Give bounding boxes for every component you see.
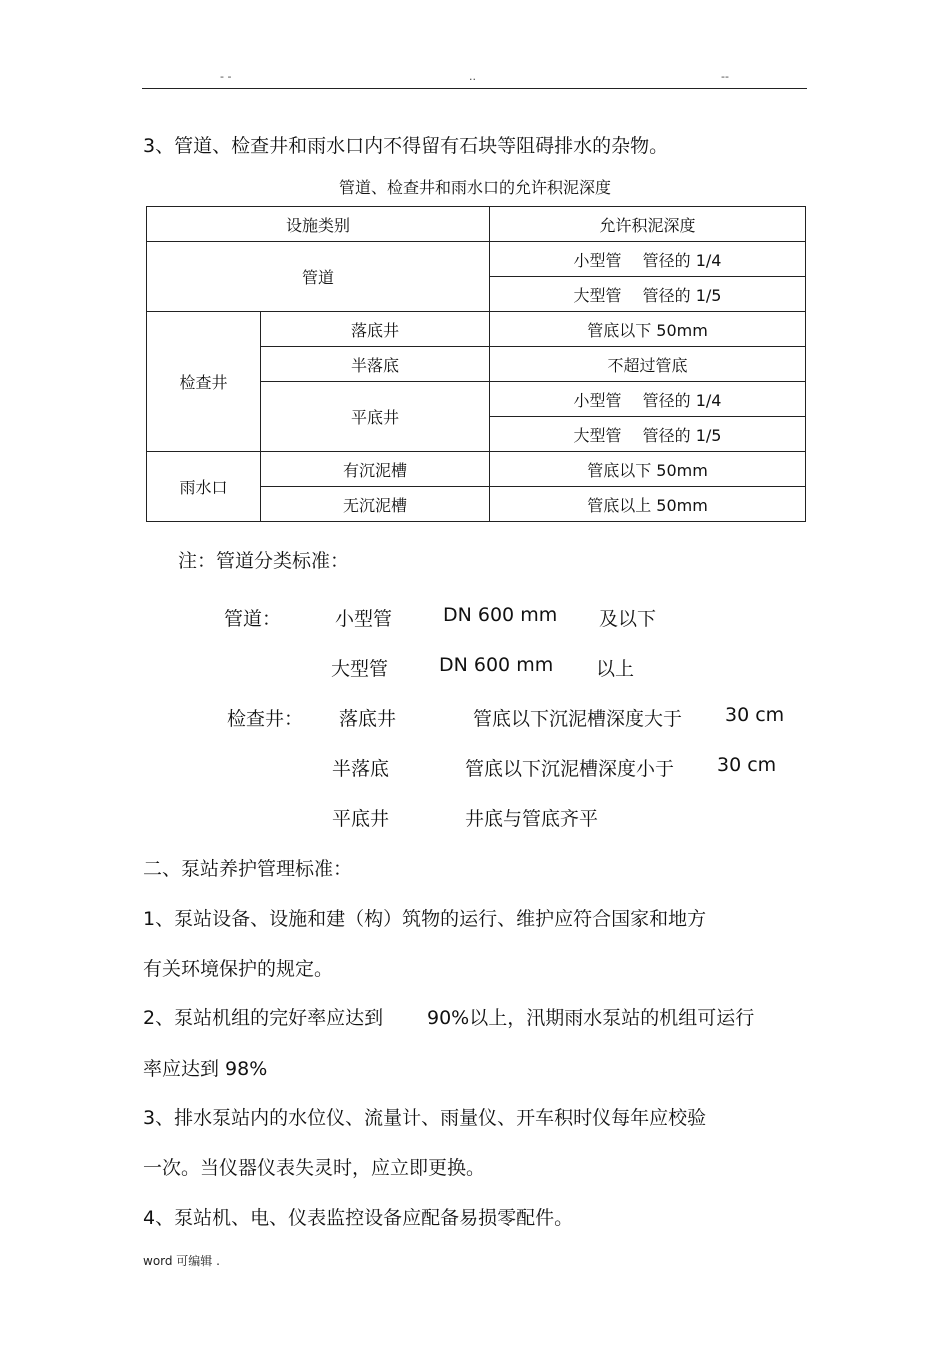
- inlet-without-label: 无沉泥槽: [261, 487, 490, 522]
- table-header-row: [147, 207, 806, 242]
- well-flat-label: 平底井: [261, 382, 490, 452]
- well-label: 检查井: [147, 312, 261, 452]
- item-2-line-2: 率应达到 98%: [143, 1058, 268, 1080]
- pipe-small-value: 小型管 管径的 1/4: [490, 242, 806, 277]
- note-drop-desc: 管底以下沉泥槽深度大于: [473, 708, 683, 730]
- note-half-desc: 管底以下沉泥槽深度小于: [465, 758, 675, 780]
- note-pipe-label: 管道：: [224, 608, 282, 630]
- footer-note: word 可编辑 .: [143, 1254, 220, 1268]
- note-large-name: 大型管: [331, 658, 389, 680]
- inlet-without-value: 管底以上 50mm: [490, 487, 806, 522]
- note-flat-desc: 井底与管底齐平: [465, 808, 599, 830]
- inlet-with-label: 有沉泥槽: [261, 452, 490, 487]
- header-center-mark: ..: [469, 70, 476, 83]
- note-well-label: 检查井：: [227, 708, 304, 730]
- note-title: 注：管道分类标准：: [178, 550, 350, 572]
- note-large-dn: DN 600 mm: [439, 654, 554, 676]
- note-half-value: 30 cm: [717, 754, 777, 776]
- table-row: [147, 452, 806, 487]
- well-drop-label: 落底井: [261, 312, 490, 347]
- note-flat-name: 平底井: [332, 808, 390, 830]
- header-facility-type: 设施类别: [147, 207, 490, 242]
- item-1-line-2: 有关环境保护的规定。: [143, 958, 334, 980]
- item-2-line-1b: 90%以上，汛期雨水泵站的机组可运行: [427, 1007, 755, 1029]
- inlet-with-value: 管底以下 50mm: [490, 452, 806, 487]
- sludge-depth-table: [146, 206, 806, 522]
- inlet-label: 雨水口: [147, 452, 261, 522]
- note-small-dn: DN 600 mm: [443, 604, 558, 626]
- note-large-range: 以上: [596, 658, 635, 680]
- pipe-large-value: 大型管 管径的 1/5: [490, 277, 806, 312]
- item-4-line-1: 4、泵站机、电、仪表监控设备应配备易损零配件。: [143, 1207, 574, 1229]
- item-3-line-1: 3、排水泵站内的水位仪、流量计、雨量仪、开车积时仪每年应校验: [143, 1107, 707, 1129]
- table-row: [147, 312, 806, 347]
- note-drop-name: 落底井: [339, 708, 397, 730]
- well-half-value: 不超过管底: [490, 347, 806, 382]
- header-right-mark: --: [721, 70, 729, 83]
- paragraph-item-3: 3、管道、检查井和雨水口内不得留有石块等阻碍排水的杂物。: [143, 135, 669, 157]
- note-half-name: 半落底: [332, 758, 390, 780]
- header-allowed-depth: 允许积泥深度: [490, 207, 806, 242]
- note-small-name: 小型管: [335, 608, 393, 630]
- item-1-line-1: 1、泵站设备、设施和建（构）筑物的运行、维护应符合国家和地方: [143, 908, 707, 930]
- item-3-line-2: 一次。当仪器仪表失灵时，应立即更换。: [143, 1157, 486, 1179]
- pipe-label: 管道: [147, 242, 490, 312]
- table-caption: 管道、检查井和雨水口的允许积泥深度: [338, 178, 611, 197]
- section-2-title: 二、泵站养护管理标准：: [143, 858, 353, 880]
- well-half-label: 半落底: [261, 347, 490, 382]
- table-row: [147, 242, 806, 277]
- item-2-line-1a: 2、泵站机组的完好率应达到: [143, 1007, 384, 1029]
- note-drop-value: 30 cm: [725, 704, 785, 726]
- well-flat-large-value: 大型管 管径的 1/5: [490, 417, 806, 452]
- header-left-mark: - -: [220, 70, 232, 83]
- well-flat-small-value: 小型管 管径的 1/4: [490, 382, 806, 417]
- well-drop-value: 管底以下 50mm: [490, 312, 806, 347]
- header-rule: [142, 88, 807, 89]
- note-small-range: 及以下: [599, 608, 657, 630]
